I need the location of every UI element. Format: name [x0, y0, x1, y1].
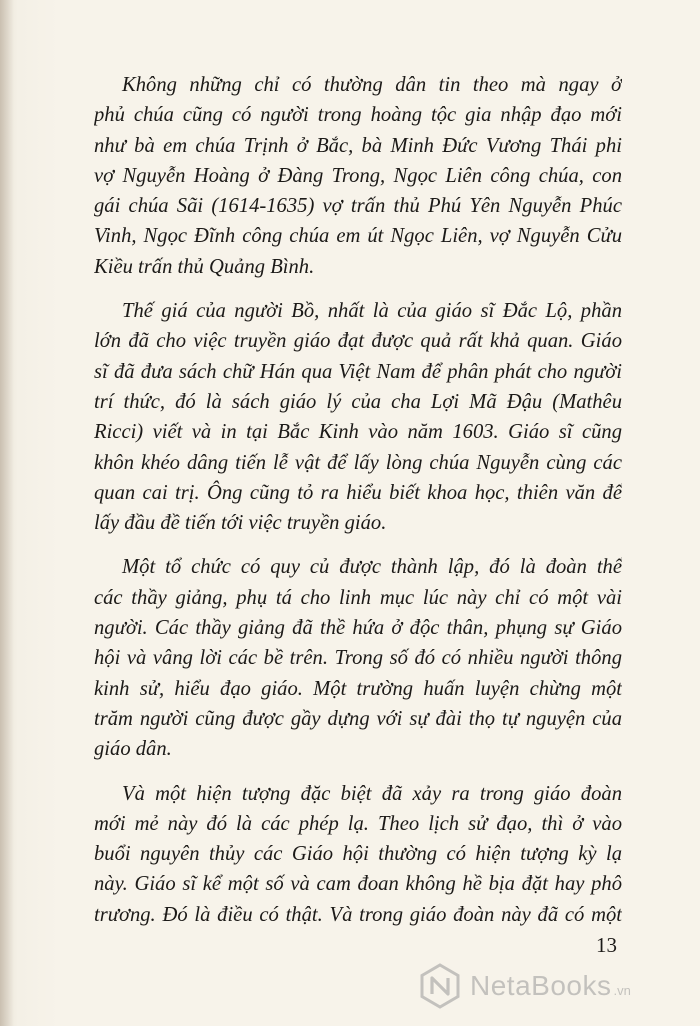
- text-line: trăm người cũng được gầy dựng với sự đài thọ tự nguyện của: [94, 707, 622, 730]
- text-line: người. Các thầy giảng đã thề hứa ở độc thân, phụng sự Giáo: [94, 617, 622, 640]
- paragraph-4: [94, 779, 622, 930]
- text-line: Thế giá của người Bồ, nhất là của giáo sĩ Đắc Lộ, phần: [122, 300, 622, 323]
- paragraph-2: [94, 296, 622, 538]
- text-line: lấy đầu đề tiến tới việc truyền giáo.: [94, 512, 387, 535]
- text-line: vợ Nguyễn Hoàng ở Đàng Trong, Ngọc Liên công chúa, con: [94, 164, 622, 187]
- body-text: [94, 70, 622, 944]
- text-line: quan cai trị. Ông cũng tỏ ra hiểu biết khoa học, thiên văn để: [94, 481, 622, 504]
- page-number: 13: [596, 933, 617, 957]
- paragraph-3: [94, 552, 622, 764]
- text-line: gái chúa Sãi (1614-1635) vợ trấn thủ Phú Yên Nguyễn Phúc: [94, 195, 622, 218]
- watermark: [416, 962, 631, 1010]
- text-line: Kiều trấn thủ Quảng Bình.: [94, 255, 315, 278]
- text-line: lớn đã cho việc truyền giáo đạt được quả rất khả quan. Giáo: [94, 330, 622, 353]
- text-line: sĩ đã đưa sách chữ Hán qua Việt Nam để phân phát cho người: [94, 360, 622, 383]
- text-line: giáo dân.: [94, 738, 172, 761]
- text-line: trương. Đó là điều có thật. Và trong giáo đoàn này đã có một: [94, 903, 622, 926]
- text-line: khôn khéo dâng tiến lễ vật để lấy lòng chúa Nguyễn cùng các: [94, 451, 622, 474]
- text-line: Và một hiện tượng đặc biệt đã xảy ra trong giáo đoàn: [122, 782, 622, 805]
- netabooks-logo-icon: [416, 962, 464, 1010]
- text-line: trí thức, đó là sách giáo lý của cha Lợi Mã Đậu (Mathêu: [94, 390, 622, 413]
- text-line: Vinh, Ngọc Đĩnh công chúa em út Ngọc Liên, vợ Nguyễn Cửu: [94, 225, 622, 248]
- watermark-brand: NetaBooks: [470, 970, 612, 1001]
- spine-shadow: [0, 0, 14, 1026]
- text-line: hội và vâng lời các bề trên. Trong số đó có nhiều người thông: [94, 647, 622, 670]
- paragraph-1: [94, 70, 622, 282]
- text-line: kinh sử, hiểu đạo giáo. Một trường huấn luyện chừng một: [94, 677, 622, 700]
- text-line: Một tổ chức có quy củ được thành lập, đó là đoàn thể: [122, 556, 622, 579]
- text-line: Không những chỉ có thường dân tin theo mà ngay ở: [122, 74, 622, 96]
- text-line: này. Giáo sĩ kể một số và cam đoan không hề bịa đặt hay phô: [94, 873, 622, 896]
- watermark-tld: .vn: [613, 982, 631, 998]
- text-line: buổi nguyên thủy các Giáo hội thường có hiện tượng kỳ lạ: [94, 843, 622, 866]
- text-line: phủ chúa cũng có người trong hoàng tộc gia nhập đạo mới: [94, 104, 622, 127]
- text-line: mới mẻ này đó là các phép lạ. Theo lịch sử đạo, thì ở vào: [94, 812, 622, 835]
- text-line: như bà em chúa Trịnh ở Bắc, bà Minh Đức Vương Thái phi: [94, 134, 622, 157]
- text-line: các thầy giảng, phụ tá cho linh mục lúc này chỉ có một vài: [94, 586, 622, 609]
- text-line: Ricci) viết và in tại Bắc Kinh vào năm 1603. Giáo sĩ cũng: [94, 421, 622, 444]
